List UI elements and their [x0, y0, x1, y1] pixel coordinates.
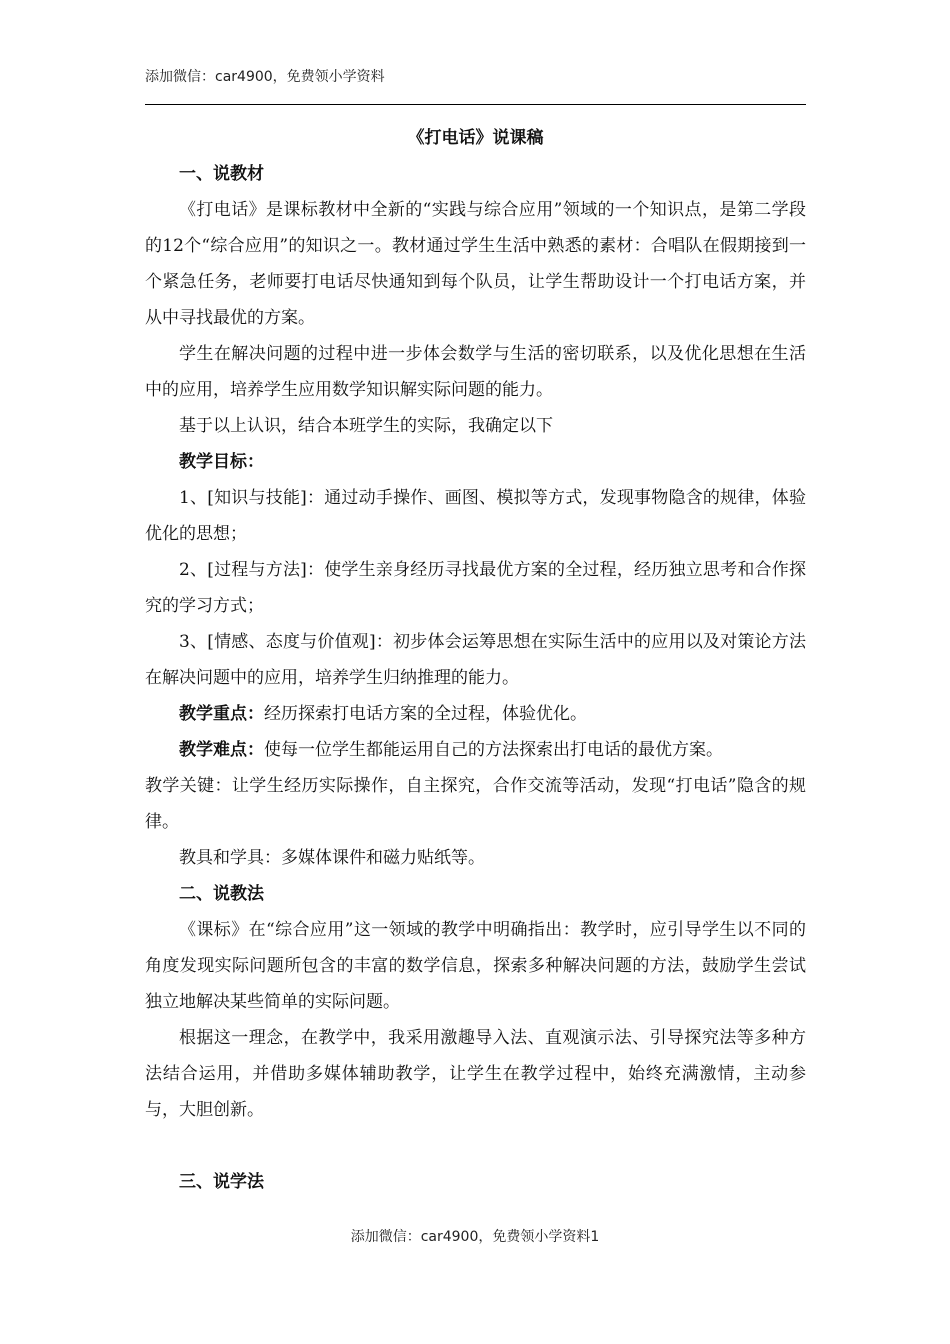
page-header: 添加微信：car4900，免费领小学资料 [145, 69, 385, 85]
paragraph: 根据这一理念，在教学中，我采用激趣导入法、直观演示法、引导探究法等多种方法结合运用，并借助多媒体辅助教学，让学生在教学过程中，始终充满激情，主动参与，大胆创新。 [145, 1028, 806, 1120]
teaching-key: 教学关键：让学生经历实际操作，自主探究，合作交流等活动，发现“打电话”隐含的规律。 [145, 776, 806, 832]
key-point [145, 696, 806, 732]
header-divider [145, 104, 806, 105]
difficulty-point [145, 732, 806, 768]
goals-heading: 教学目标： [179, 452, 264, 472]
difficulty-text: 使每一位学生都能运用自己的方法探索出打电话的最优方案。 [264, 740, 723, 760]
page-footer: 添加微信：car4900，免费领小学资料1 [350, 1229, 600, 1245]
section-heading-method: 二、说教法 [179, 884, 264, 904]
section-heading-textbook: 一、说教材 [179, 164, 264, 184]
spacer [145, 1128, 806, 1164]
goal-item: 3、[情感、态度与价值观]：初步体会运筹思想在实际生活中的应用以及对策论方法在解决问题中的应用，培养学生归纳推理的能力。 [145, 632, 806, 688]
document-title: 《打电话》说课稿 [407, 128, 544, 148]
paragraph: 《打电话》是课标教材中全新的“实践与综合应用”领域的一个知识点，是第二学段的12个“综合应用”的知识之一。教材通过学生生活中熟悉的素材：合唱队在假期接到一个紧急任务，老师要打电话尽快通知到每个队员，让学生帮助设计一个打电话方案，并从中寻找最优的方案。 [145, 200, 806, 328]
paragraph: 学生在解决问题的过程中进一步体会数学与生活的密切联系，以及优化思想在生活中的应用，培养学生应用数学知识解实际问题的能力。 [145, 344, 806, 400]
goal-item: 2、[过程与方法]：使学生亲身经历寻找最优方案的全过程，经历独立思考和合作探究的学习方式； [145, 560, 806, 616]
paragraph: 基于以上认识，结合本班学生的实际，我确定以下 [179, 416, 553, 436]
goal-item: 1、[知识与技能]：通过动手操作、画图、模拟等方式，发现事物隐含的规律，体验优化的思想； [145, 488, 806, 544]
paragraph: 《课标》在“综合应用”这一领域的教学中明确指出：教学时，应引导学生以不同的角度发现实际问题所包含的丰富的数学信息，探索多种解决问题的方法，鼓励学生尝试独立地解决某些简单的实际问题。 [145, 920, 806, 1012]
key-point-text: 经历探索打电话方案的全过程，体验优化。 [264, 704, 587, 724]
teaching-tools: 教具和学具：多媒体课件和磁力贴纸等。 [179, 848, 485, 868]
difficulty-label: 教学难点： [179, 740, 264, 760]
document-body [145, 120, 806, 1200]
key-point-label: 教学重点： [179, 704, 264, 724]
section-heading-learning: 三、说学法 [179, 1172, 264, 1192]
